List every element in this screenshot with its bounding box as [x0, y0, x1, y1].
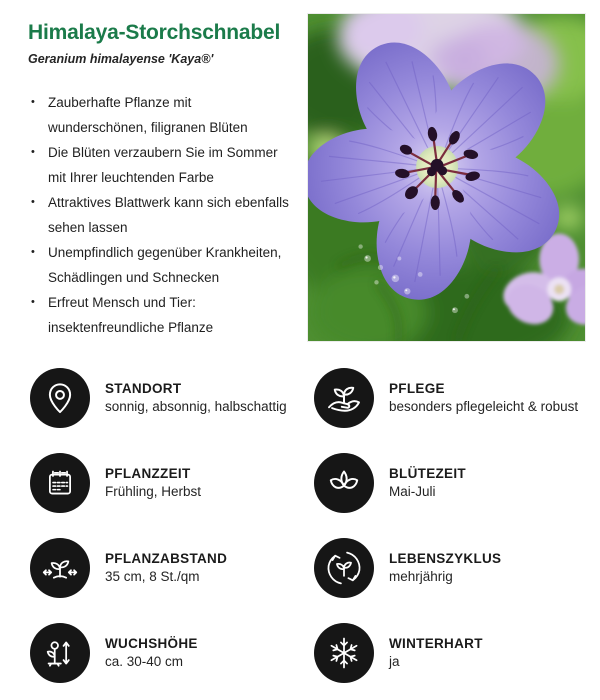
specs-grid [30, 368, 586, 683]
spec-value: ja [389, 654, 400, 669]
botanical-name: Geranium himalayense 'Kaya®' [28, 52, 214, 66]
spec-label: PFLANZZEIT [105, 466, 191, 481]
snowflake-icon [314, 623, 374, 683]
list-item: • Erfreut Mensch und Tier: insektenfreundliche Pflanze [30, 290, 294, 340]
list-item: • Unempfindlich gegenüber Krankheiten, Schädlingen und Schnecken [30, 240, 294, 290]
spec-label: PFLANZABSTAND [105, 551, 228, 566]
spec-pflanzzeit [30, 453, 314, 513]
hand-plant-icon [314, 368, 374, 428]
lifecycle-icon [314, 538, 374, 598]
spec-label: BLÜTEZEIT [389, 466, 466, 481]
spec-label: WUCHSHÖHE [105, 636, 198, 651]
spec-pflege [314, 368, 586, 428]
calendar-icon [30, 453, 90, 513]
location-pin-icon [30, 368, 90, 428]
spec-value: besonders pflegeleicht & robust [389, 399, 579, 414]
spec-value: 35 cm, 8 St./qm [105, 569, 200, 584]
spec-value: Frühling, Herbst [105, 484, 202, 499]
spec-label: WINTERHART [389, 636, 483, 651]
header [28, 21, 296, 66]
blossom-icon [314, 453, 374, 513]
spec-label: PFLEGE [389, 381, 445, 396]
spec-value: Mai-Juli [389, 484, 436, 499]
list-item: • Attraktives Blattwerk kann sich ebenfalls sehen lassen [30, 190, 294, 240]
growth-height-icon [30, 623, 90, 683]
plant-photo [307, 13, 586, 342]
spec-winterhart [314, 623, 586, 683]
plant-spacing-icon [30, 538, 90, 598]
page-title: Himalaya-Storchschnabel [28, 21, 281, 44]
spec-pflanzabstand [30, 538, 314, 598]
spec-lebenszyklus [314, 538, 586, 598]
spec-label: LEBENSZYKLUS [389, 551, 502, 566]
list-item: • Zauberhafte Pflanze mit wunderschönen, filigranen Blüten [30, 90, 294, 140]
spec-value: ca. 30-40 cm [105, 654, 184, 669]
highlights-list [30, 90, 294, 340]
spec-value: sonnig, absonnig, halbschattig [105, 399, 287, 414]
spec-bluetezeit [314, 453, 586, 513]
spec-standort [30, 368, 314, 428]
list-item: • Die Blüten verzaubern Sie im Sommer mit Ihrer leuchtenden Farbe [30, 140, 294, 190]
spec-label: STANDORT [105, 381, 182, 396]
spec-value: mehrjährig [389, 569, 453, 584]
spec-wuchshoehe [30, 623, 314, 683]
